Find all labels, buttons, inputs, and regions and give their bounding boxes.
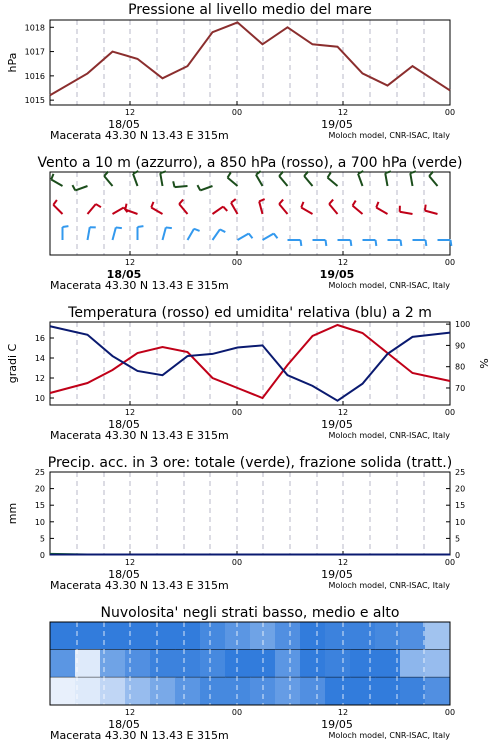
y-right-tick-label: 15 (455, 501, 466, 511)
y-right-tick-label: 70 (455, 383, 466, 393)
date-label: 18/05 (108, 118, 140, 131)
wind-barb-shaft (301, 208, 312, 215)
wind-barb-feather (151, 202, 153, 208)
wind-barb-shaft (410, 173, 412, 186)
panel-4 (50, 472, 450, 555)
cloud-cell (325, 677, 351, 705)
credit-label: Moloch model, CNR-ISAC, Italy (328, 581, 450, 590)
wind-barb-shaft (353, 206, 363, 214)
cloud-cell (50, 677, 76, 705)
temperature-line (50, 325, 450, 398)
location-label: Macerata 43.30 N 13.43 E 315m (50, 429, 229, 442)
location-label: Macerata 43.30 N 13.43 E 315m (50, 579, 229, 592)
cloud-cell (300, 677, 326, 705)
cloud-cell (325, 622, 351, 650)
wind-barb-shaft (425, 211, 438, 214)
wind-barb-shaft (279, 204, 287, 214)
date-label: 18/05 (106, 268, 142, 281)
credit-label: Moloch model, CNR-ISAC, Italy (328, 281, 450, 290)
cloud-cell (300, 650, 326, 678)
wind-barb-feather (376, 202, 378, 208)
wind-barb-shaft (179, 204, 187, 214)
y-tick-label: 1015 (24, 96, 45, 106)
wind-barb-feather (228, 173, 231, 178)
y-tick-label: 16 (34, 334, 45, 343)
location-label: Macerata 43.30 N 13.43 E 315m (50, 129, 229, 142)
wind-barb-feather (220, 229, 225, 232)
time-tick-label: 12 (337, 708, 349, 717)
wind-barb-shaft (51, 180, 62, 187)
cloud-cell (400, 650, 426, 678)
cloud-cell (200, 650, 226, 678)
credit-label: Moloch model, CNR-ISAC, Italy (328, 731, 450, 740)
y-right-tick-label: 90 (455, 341, 466, 351)
y-tick-label: 1016 (24, 71, 45, 81)
wind-barb-shaft (328, 178, 338, 186)
cloud-cell (350, 650, 376, 678)
wind-barb-feather (166, 227, 172, 228)
wind-barb-shaft (358, 174, 362, 186)
time-tick-label: 00 (444, 108, 456, 117)
wind-barb-shaft (88, 204, 96, 214)
date-label: 19/05 (319, 268, 355, 281)
y-right-tick-label: 0 (455, 551, 461, 560)
cloud-cell (175, 650, 201, 678)
y-tick-label: 20 (34, 484, 45, 494)
wind-barb-shaft (238, 234, 249, 241)
date-label: 19/05 (321, 718, 353, 731)
time-tick-label: 12 (124, 558, 136, 567)
y-tick-label: 5 (39, 534, 45, 544)
credit-label: Moloch model, CNR-ISAC, Italy (328, 131, 450, 140)
cloud-cell (125, 650, 151, 678)
cloud-cell (425, 677, 451, 705)
time-tick-label: 00 (444, 408, 456, 417)
y-tick-label: 1017 (24, 47, 45, 57)
wind-barb-feather (72, 185, 75, 190)
cloud-cell (125, 622, 151, 650)
wind-barb-shaft (228, 178, 238, 186)
wind-barb-shaft (329, 204, 337, 214)
y-tick-label: 12 (34, 374, 45, 383)
wind-barb-feather (125, 204, 126, 210)
date-label: 19/05 (321, 418, 353, 431)
cloud-cell (225, 622, 251, 650)
location-label: Macerata 43.30 N 13.43 E 315m (50, 729, 229, 742)
wind-barb-feather (249, 234, 253, 239)
wind-barb-shaft (104, 176, 112, 186)
wind-barb-feather (326, 240, 327, 246)
cloud-cell (125, 677, 151, 705)
panel-title: Pressione al livello medio del mare (128, 2, 372, 18)
y-tick-label: 14 (34, 354, 45, 363)
wind-barb-feather (274, 234, 278, 239)
date-label: 19/05 (321, 118, 353, 131)
cloud-cell (100, 677, 126, 705)
wind-barb-feather (116, 227, 122, 228)
wind-barb-feather (279, 200, 283, 204)
wind-barb-feather (328, 173, 331, 178)
time-tick-label: 12 (124, 108, 136, 117)
wind-barb-shaft (88, 227, 90, 240)
cloud-cell (200, 622, 226, 650)
wind-barb-shaft (175, 186, 188, 187)
wind-barb-shaft (304, 176, 312, 186)
cloud-cell (400, 677, 426, 705)
time-tick-label: 12 (337, 558, 349, 567)
cloud-cell (200, 677, 226, 705)
wind-barb-feather (376, 240, 377, 246)
wind-barb-shaft (213, 229, 220, 240)
y-tick-label: 10 (34, 394, 45, 403)
date-label: 18/05 (108, 568, 140, 581)
time-tick-label: 00 (444, 258, 456, 267)
time-tick-label: 00 (444, 708, 456, 717)
wind-barb-shaft (259, 201, 262, 214)
cloud-cell (75, 622, 101, 650)
wind-barb-feather (53, 200, 57, 205)
wind-barb-feather (231, 199, 236, 203)
y-tick-label: 25 (34, 468, 45, 477)
cloud-cell (275, 650, 301, 678)
cloud-cell (150, 622, 176, 650)
wind-barb-feather (51, 174, 53, 180)
wind-barb-feather (223, 207, 227, 211)
y-right-axis-label: % (478, 358, 491, 369)
cloud-cell (350, 677, 376, 705)
wind-barb-shaft (429, 176, 437, 186)
wind-barb-feather (197, 185, 200, 190)
wind-barb-feather (301, 202, 303, 208)
wind-barb-feather (301, 240, 302, 246)
date-label: 19/05 (321, 568, 353, 581)
cloud-cell (225, 677, 251, 705)
time-tick-label: 00 (231, 258, 243, 267)
wind-barb-feather (96, 204, 101, 207)
cloud-cell (275, 622, 301, 650)
time-tick-label: 12 (124, 258, 136, 267)
wind-barb-feather (133, 171, 138, 174)
cloud-cell (75, 650, 101, 678)
wind-barb-shaft (279, 176, 287, 186)
y-axis-label: hPa (6, 52, 19, 73)
panel-title: Vento a 10 m (azzurro), a 850 hPa (rosso), a 700 hPa (verde) (37, 155, 463, 171)
wind-barb-shaft (200, 186, 212, 190)
y-right-tick-label: 80 (455, 362, 466, 372)
wind-barb-feather (401, 240, 402, 246)
time-tick-label: 00 (444, 558, 456, 567)
wind-barb-shaft (163, 227, 166, 240)
cloud-cell (250, 677, 276, 705)
wind-barb-feather (451, 240, 452, 246)
wind-barb-shaft (53, 205, 62, 214)
wind-barb-shaft (256, 175, 263, 186)
panel-title: Nuvolosita' negli strati basso, medio e alto (100, 605, 400, 621)
wind-barb-shaft (400, 212, 413, 214)
y-tick-label: 1018 (24, 23, 45, 33)
cloud-cell (325, 650, 351, 678)
date-label: 18/05 (108, 718, 140, 731)
cloud-cell (400, 622, 426, 650)
y-tick-label: 0 (39, 551, 45, 560)
panel-title: Precip. acc. in 3 ore: totale (verde), frazione solida (tratt.) (47, 455, 453, 471)
wind-barb-shaft (376, 208, 387, 215)
credit-label: Moloch model, CNR-ISAC, Italy (328, 431, 450, 440)
wind-barb-feather (259, 199, 265, 201)
y-right-tick-label: 100 (455, 320, 471, 330)
wind-barb-feather (353, 201, 356, 206)
pressure-line (50, 22, 450, 95)
wind-barb-feather (138, 226, 144, 227)
wind-barb-shaft (188, 229, 195, 240)
date-label: 18/05 (108, 418, 140, 431)
cloud-cell (175, 622, 201, 650)
cloud-cell (375, 677, 401, 705)
y-right-tick-label: 10 (455, 517, 466, 527)
cloud-cell (300, 622, 326, 650)
wind-barb-shaft (160, 173, 162, 186)
location-label: Macerata 43.30 N 13.43 E 315m (50, 279, 229, 292)
time-tick-label: 12 (337, 108, 349, 117)
wind-barb-feather (173, 181, 174, 187)
wind-barb-feather (329, 200, 333, 204)
wind-barb-feather (63, 226, 69, 227)
y-right-tick-label: 25 (455, 468, 466, 477)
y-tick-label: 10 (34, 517, 45, 527)
time-tick-label: 00 (231, 708, 243, 717)
time-tick-label: 12 (337, 258, 349, 267)
wind-barb-shaft (75, 186, 87, 190)
y-right-tick-label: 5 (455, 534, 461, 544)
cloud-cell (50, 650, 76, 678)
y-right-tick-label: 20 (455, 484, 466, 494)
wind-barb-shaft (113, 227, 116, 240)
cloud-cell (150, 677, 176, 705)
wind-barb-feather (179, 200, 183, 204)
y-axis-label: gradi C (6, 343, 19, 384)
cloud-cell (350, 622, 376, 650)
wind-barb-feather (194, 229, 200, 231)
cloud-cell (75, 677, 101, 705)
time-tick-label: 00 (231, 558, 243, 567)
cloud-cell (175, 677, 201, 705)
wind-barb-shaft (263, 234, 274, 241)
wind-barb-feather (351, 240, 352, 246)
y-tick-label: 15 (34, 501, 45, 511)
cloud-cell (50, 622, 76, 650)
wind-barb-feather (426, 240, 427, 246)
time-tick-label: 12 (124, 708, 136, 717)
wind-barb-shaft (133, 174, 137, 186)
wind-barb-feather (425, 205, 426, 211)
cloud-cell (150, 650, 176, 678)
cloud-cell (425, 650, 451, 678)
wind-barb-feather (358, 171, 363, 174)
y-axis-label: mm (6, 502, 19, 525)
time-tick-label: 12 (124, 408, 136, 417)
cloud-cell (425, 622, 451, 650)
time-tick-label: 00 (231, 408, 243, 417)
time-tick-label: 12 (337, 408, 349, 417)
wind-barb-shaft (113, 208, 124, 215)
cloud-cell (225, 650, 251, 678)
panel-frame (50, 472, 450, 555)
humidity-line (50, 326, 450, 400)
wind-barb-shaft (213, 207, 224, 214)
wind-barb-shaft (385, 173, 387, 186)
panel-title: Temperatura (rosso) ed umidita' relativa (blu) a 2 m (68, 305, 432, 321)
time-tick-label: 00 (231, 108, 243, 117)
cloud-cell (275, 677, 301, 705)
